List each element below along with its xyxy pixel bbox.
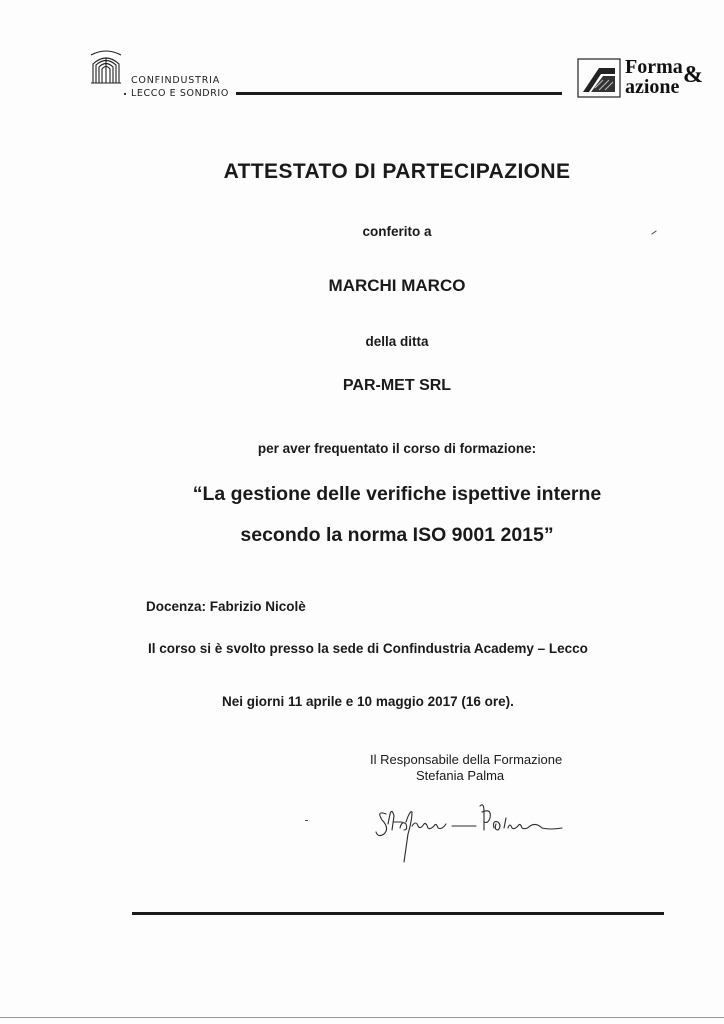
company-name: PAR-MET SRL — [342, 377, 452, 394]
handwritten-signature-icon — [372, 800, 572, 864]
signatory-name: Stefania Palma — [416, 768, 505, 783]
partner-name-line2: azione — [625, 76, 680, 98]
forma-azione-logo-icon — [577, 58, 621, 98]
course-title-line1: “La gestione delle verifiche ispettive interne — [192, 483, 602, 505]
confindustria-logo-icon — [90, 50, 122, 86]
scan-mark — [305, 820, 308, 821]
partner-name-line1: Forma — [625, 56, 683, 78]
header-divider — [236, 92, 562, 95]
conferred-to-label: conferito a — [362, 224, 432, 239]
signatory-role: Il Responsabile della Formazione — [370, 752, 563, 767]
bullet-dot — [124, 93, 126, 95]
partner-ampersand: & — [683, 62, 703, 88]
venue-line: Il corso si è svolto presso la sede di Confindustria Academy – Lecco — [148, 641, 588, 656]
footer-divider — [132, 912, 664, 915]
org-name: CONFINDUSTRIA — [131, 75, 220, 86]
dates-line: Nei giorni 11 aprile e 10 maggio 2017 (16 ore). — [222, 694, 514, 709]
company-intro-label: della ditta — [365, 334, 429, 349]
recipient-name: MARCHI MARCO — [328, 276, 466, 295]
course-title-line2: secondo la norma ISO 9001 2015” — [240, 524, 554, 546]
page-edge-line — [0, 1017, 724, 1018]
teacher-line: Docenza: Fabrizio Nicolè — [146, 599, 306, 614]
org-subtitle: LECCO E SONDRIO — [131, 88, 229, 99]
certificate-title: ATTESTATO DI PARTECIPAZIONE — [223, 160, 571, 183]
course-intro-label: per aver frequentato il corso di formazione: — [257, 441, 537, 456]
